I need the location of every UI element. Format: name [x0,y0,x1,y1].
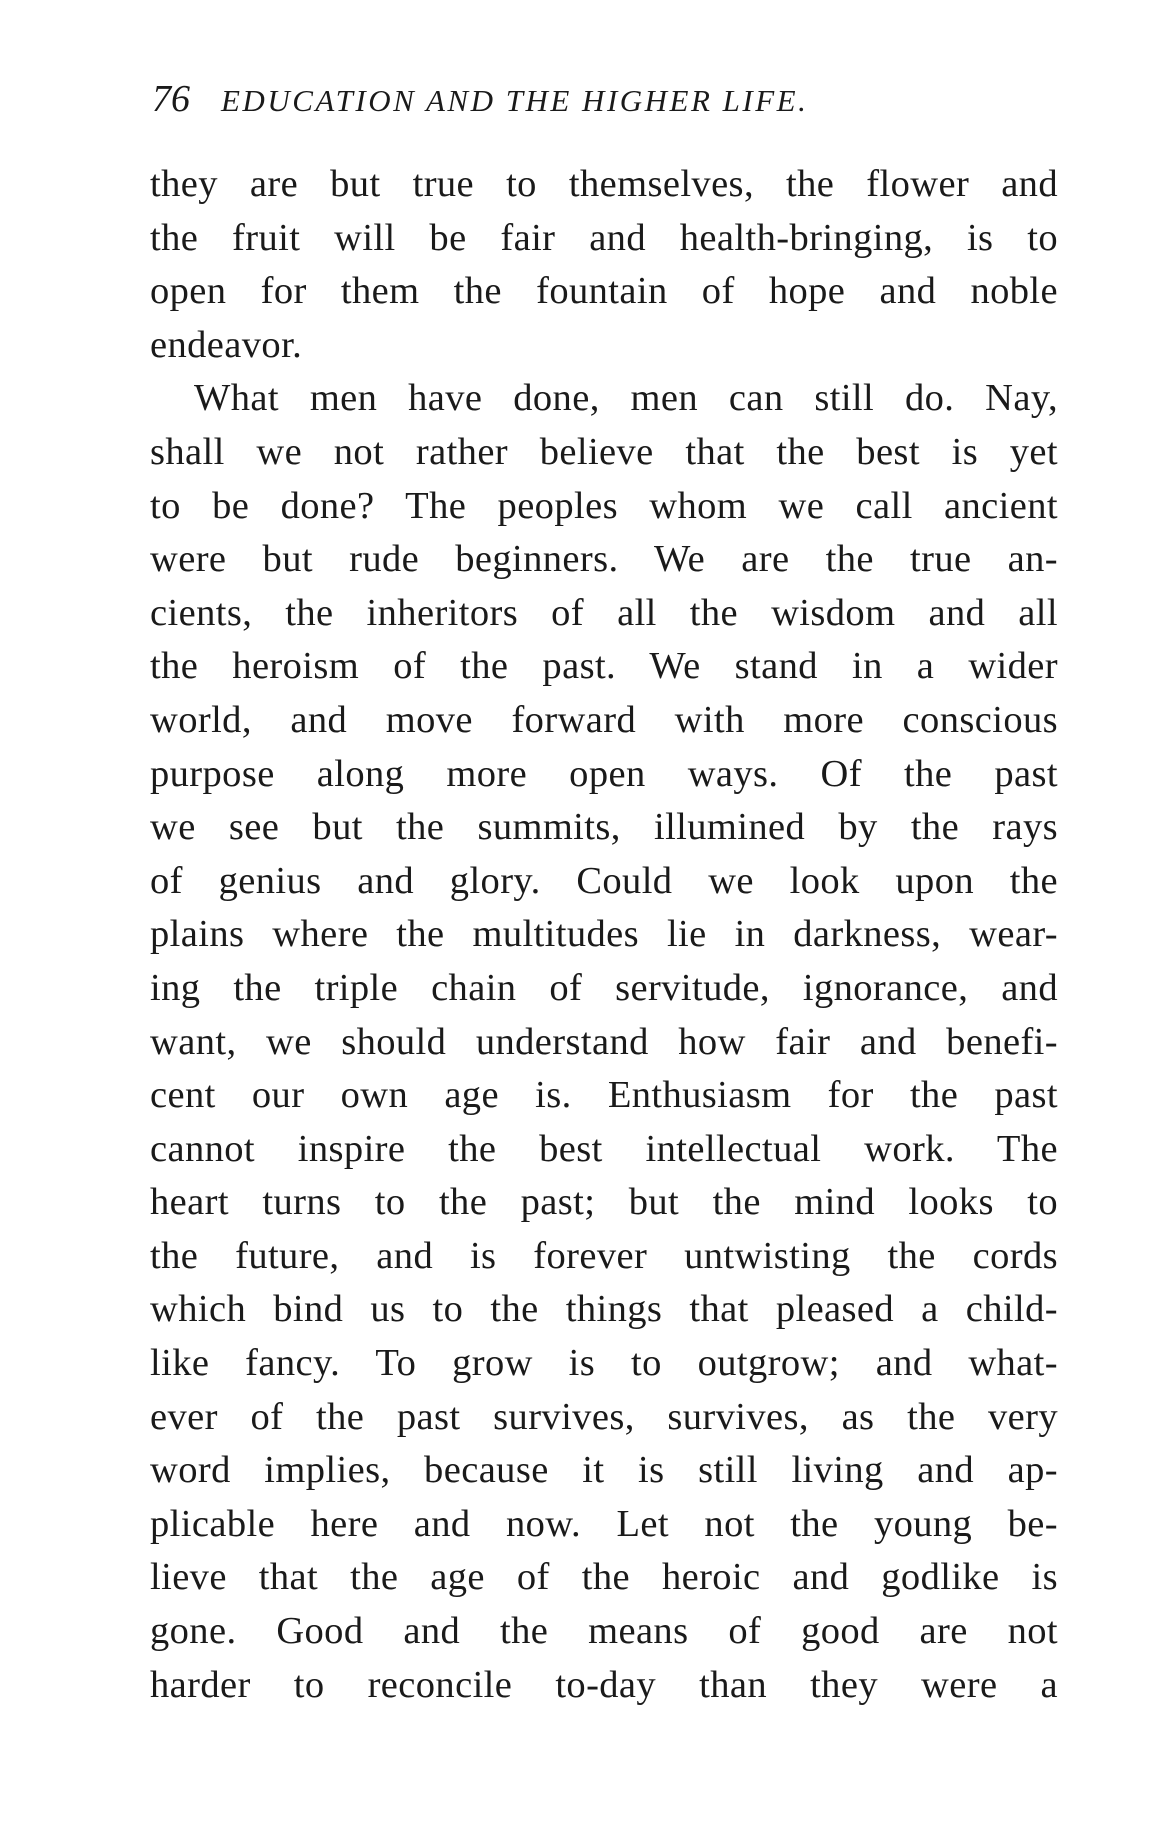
running-title: EDUCATION AND THE HIGHER LIFE. [221,83,809,118]
text-line: want, we should understand how fair and benefi- [150,1020,1058,1063]
text-line: gone. Good and the means of good are not [150,1610,1058,1653]
page-number: 76 [152,78,190,120]
body-text [150,158,1058,1712]
text-line: the heroism of the past. We stand in a wider [150,645,1058,688]
text-line: of genius and glory. Could we look upon the [150,859,1058,902]
text-line: heart turns to the past; but the mind looks to [150,1181,1058,1224]
text-line: ever of the past survives, survives, as the very [150,1395,1058,1438]
running-head [152,74,1052,124]
text-line: the fruit will be fair and health-bringing, is to [150,216,1058,259]
text-line: world, and move forward with more conscious [150,698,1058,741]
text-line: to be done? The peoples whom we call ancient [150,484,1058,527]
text-line: open for them the fountain of hope and noble [150,270,1058,313]
text-line: shall we not rather believe that the best is yet [150,430,1058,473]
text-line: they are but true to themselves, the flower and [150,163,1058,205]
text-line: What men have done, men can still do. Nay, [194,377,1058,420]
text-line: which bind us to the things that pleased a child- [150,1288,1058,1331]
text-line: purpose along more open ways. Of the past [150,752,1058,795]
text-line: the future, and is forever untwisting the cords [150,1234,1058,1277]
text-line: plicable here and now. Let not the young be- [150,1502,1058,1545]
text-line: we see but the summits, illumined by the rays [150,806,1058,849]
text-line: like fancy. To grow is to outgrow; and what- [150,1342,1058,1385]
text-line: ing the triple chain of servitude, ignorance, and [150,966,1058,1009]
text-line: plains where the multitudes lie in darkness, wear- [150,913,1058,956]
text-line: cannot inspire the best intellectual work. The [150,1127,1058,1170]
text-line: word implies, because it is still living and ap- [150,1449,1058,1492]
text-line: endeavor. [150,323,303,366]
text-line: cients, the inheritors of all the wisdom and all [150,591,1058,634]
text-line: were but rude beginners. We are the true an- [150,538,1058,581]
text-line: cent our own age is. Enthusiasm for the past [150,1074,1058,1117]
text-line: lieve that the age of the heroic and godlike is [150,1556,1058,1599]
text-line: harder to reconcile to-day than they were a [150,1663,1058,1706]
